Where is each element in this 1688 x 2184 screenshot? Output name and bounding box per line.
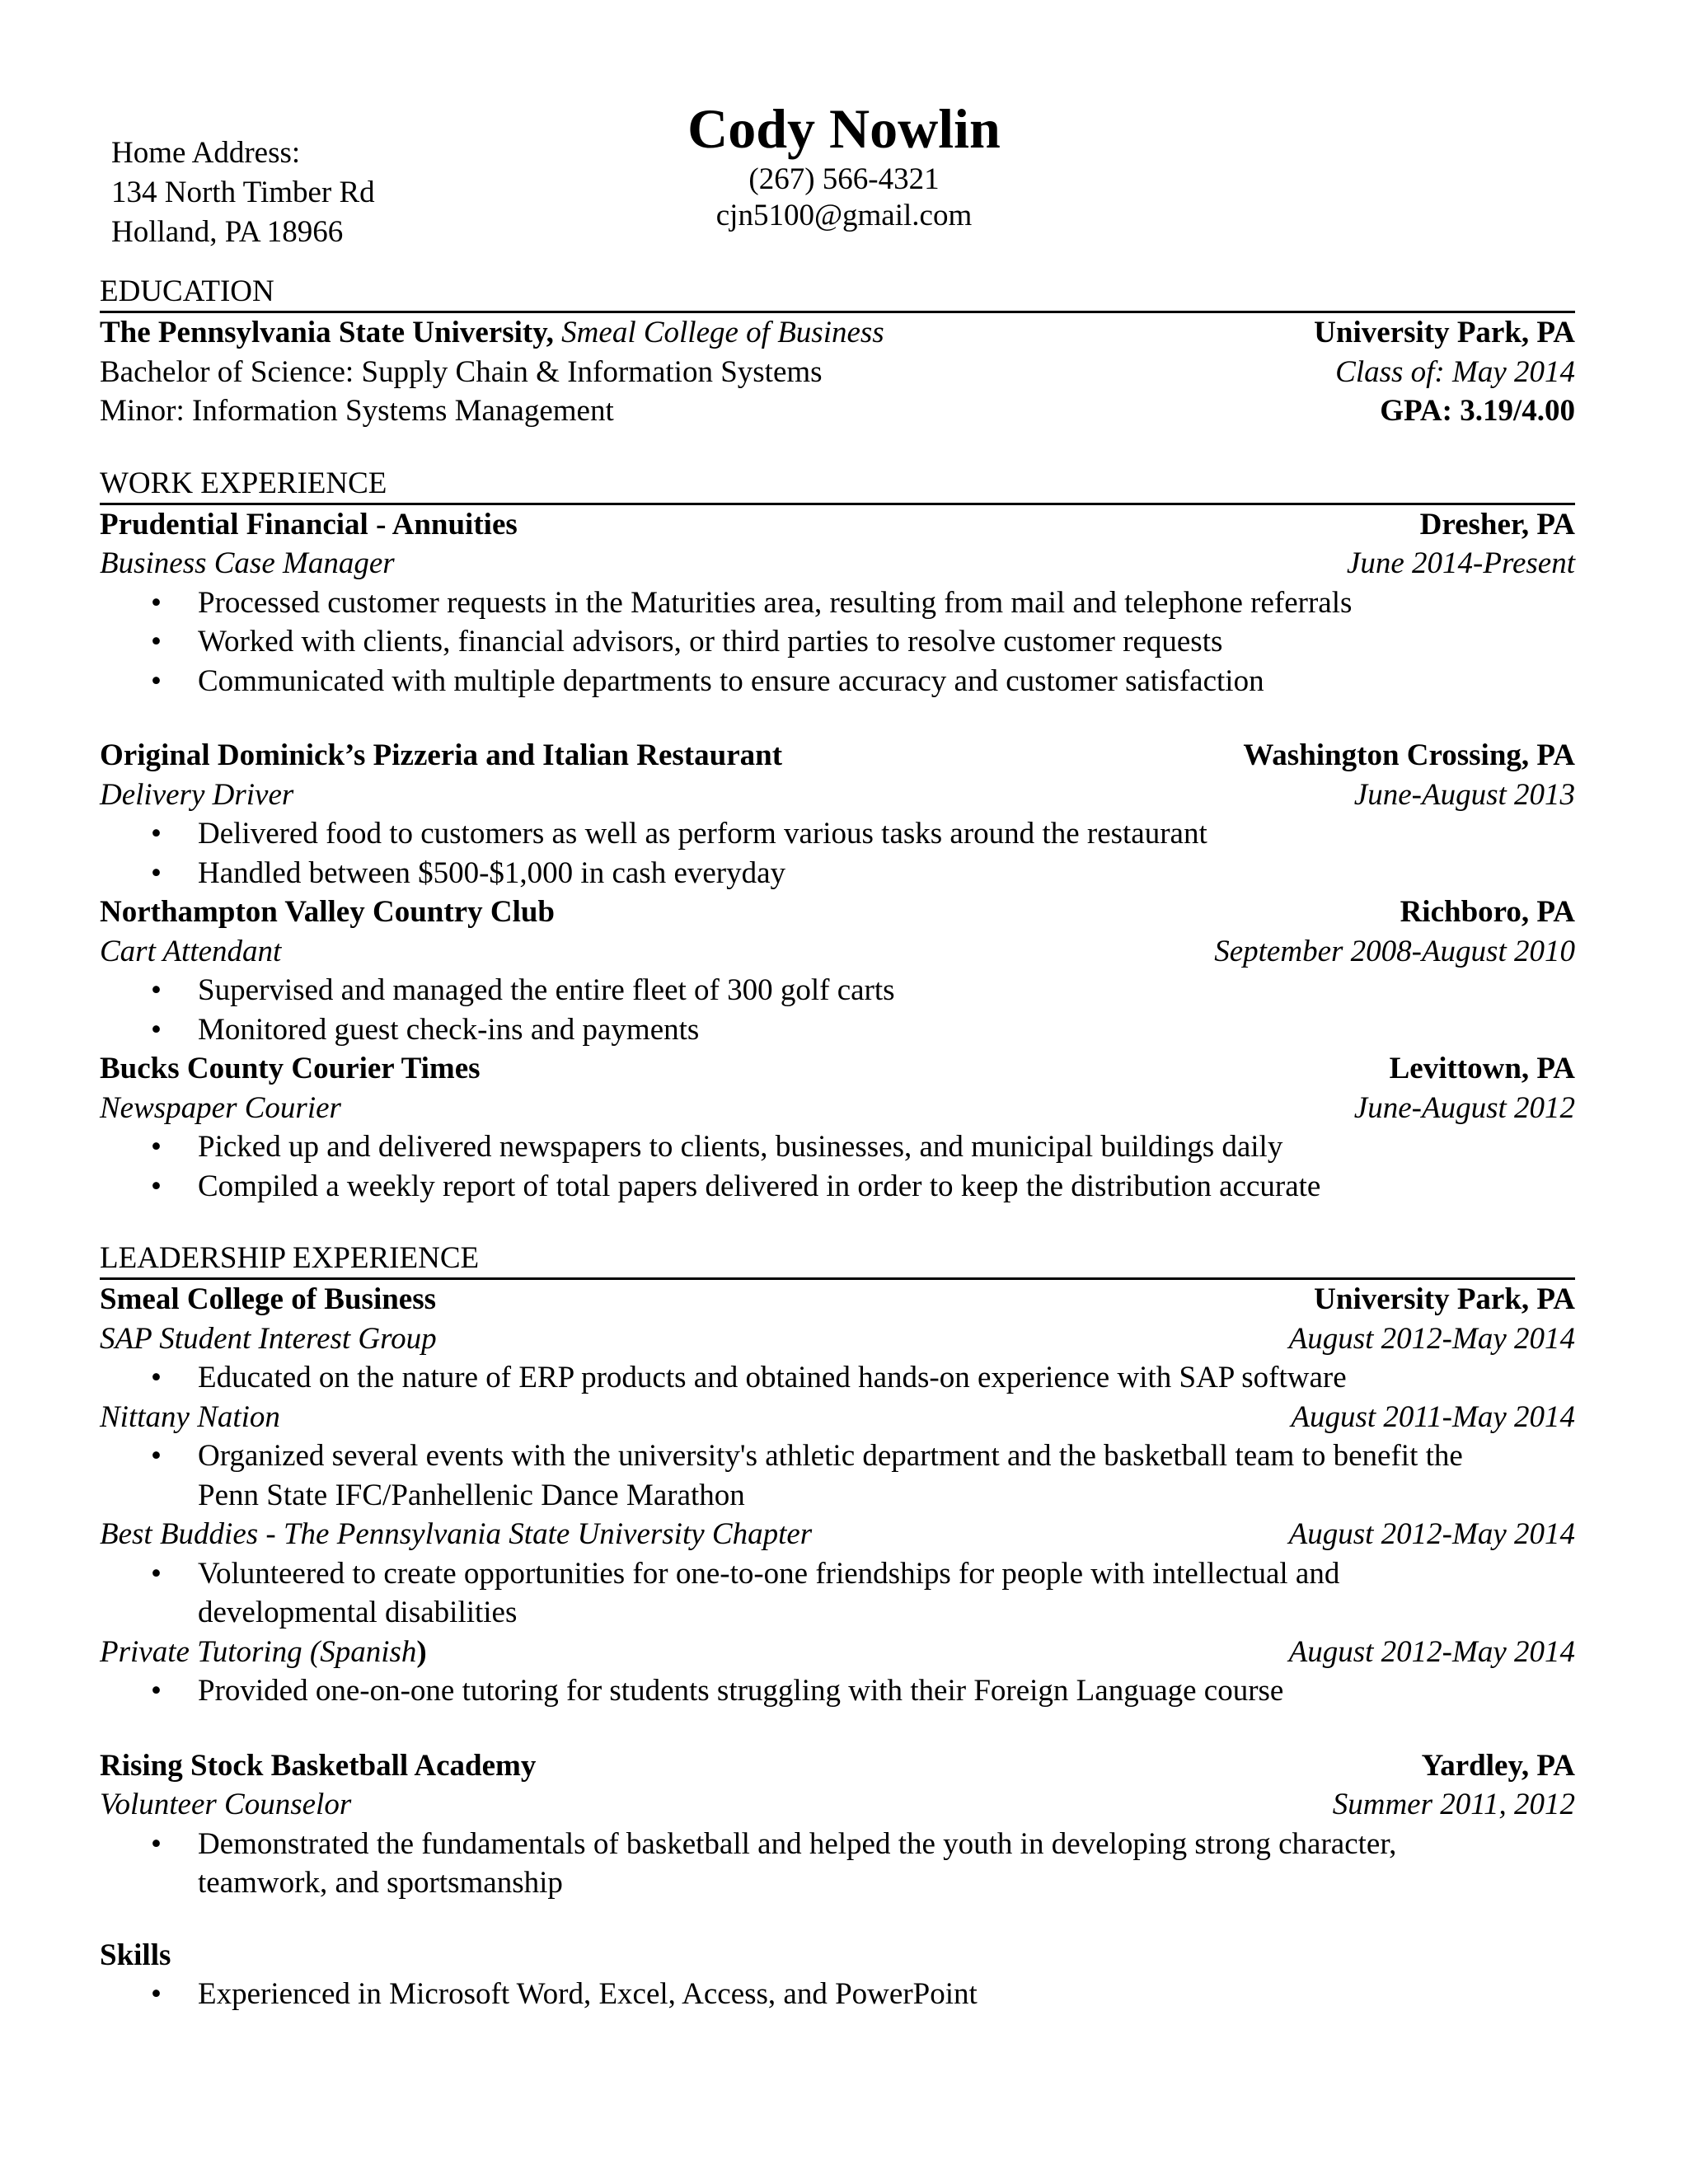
phone-number: (267) 566-4321	[748, 162, 940, 196]
bullet-icon: •	[151, 973, 162, 1007]
bullet-icon: •	[151, 1556, 162, 1591]
bullet-item	[100, 1127, 1575, 1167]
bullet-item	[100, 622, 1575, 662]
leadership-role-entry	[100, 1633, 1575, 1711]
job-entry	[100, 893, 1575, 1049]
leadership-location: Yardley, PA	[1421, 1748, 1575, 1783]
leadership-role-entry	[100, 1319, 1575, 1398]
education-school-name	[100, 313, 884, 353]
job-location: Richboro, PA	[1400, 895, 1575, 929]
bullet-icon: •	[151, 1169, 162, 1203]
bullet-item	[100, 1554, 1575, 1633]
bullet-icon: •	[151, 1826, 162, 1861]
job-location: Levittown, PA	[1389, 1052, 1575, 1085]
home-address-city: Holland, PA 18966	[111, 215, 344, 249]
bullet-icon: •	[151, 625, 162, 658]
bullet-text: Experienced in Microsoft Word, Excel, Access, and PowerPoint	[198, 1977, 978, 2011]
leadership-organization: Rising Stock Basketball Academy	[100, 1748, 537, 1783]
job-organization: Bucks County Courier Times	[100, 1052, 481, 1085]
leadership-bullets	[100, 1671, 1575, 1711]
education-degree-row	[100, 353, 1575, 392]
job-bullets	[100, 971, 1575, 1049]
leadership-dates: August 2012-May 2014	[1288, 1321, 1575, 1356]
bullet-text: Organized several events with the university's athletic department and the basketball team to benefit the Penn State IFC/Panhellenic Dance Marathon	[198, 1439, 1463, 1512]
leadership-bullets	[100, 1358, 1575, 1398]
leadership-org-row	[100, 1746, 1575, 1786]
job-organization: Original Dominick’s Pizzeria and Italian Restaurant	[100, 738, 783, 772]
skills-bullets	[100, 1975, 1575, 2014]
job-header-row	[100, 736, 1575, 776]
degree: Bachelor of Science: Supply Chain & Information Systems	[100, 354, 823, 389]
resume-body	[100, 272, 1575, 2014]
bullet-text: Volunteered to create opportunities for one-to-one friendships for people with intellectual and developmental disabilities	[198, 1556, 1340, 1629]
bullet-text: Processed customer requests in the Maturities area, resulting from mail and telephone referrals	[198, 585, 1353, 620]
leadership-role-entry	[100, 1398, 1575, 1516]
leadership-experience-heading: LEADERSHIP EXPERIENCE	[100, 1239, 1575, 1280]
gpa: GPA: 3.19/4.00	[1380, 394, 1575, 428]
job-role-row	[100, 544, 1575, 583]
leadership-role-row	[100, 1633, 1575, 1672]
minor: Minor: Information Systems Management	[100, 394, 614, 428]
leadership-dates: August 2012-May 2014	[1288, 1634, 1575, 1669]
leadership-role-row	[100, 1319, 1575, 1359]
bullet-text: Supervised and managed the entire fleet of 300 golf carts	[198, 973, 895, 1007]
job-bullets	[100, 1127, 1575, 1206]
leadership-role	[100, 1633, 427, 1672]
bullet-item	[100, 854, 1575, 893]
leadership-dates: August 2012-May 2014	[1288, 1517, 1575, 1551]
bullet-icon: •	[151, 585, 162, 620]
bullet-item	[100, 1167, 1575, 1207]
leadership-bullets	[100, 1436, 1575, 1515]
job-entry	[100, 1049, 1575, 1206]
email-address: cjn5100@gmail.com	[715, 199, 973, 232]
job-role: Delivery Driver	[100, 777, 294, 812]
college-name: Smeal College of Business	[561, 316, 884, 349]
job-bullets	[100, 583, 1575, 701]
job-role: Cart Attendant	[100, 934, 282, 968]
job-dates: June-August 2013	[1353, 777, 1575, 812]
contact-info	[0, 162, 1688, 234]
leadership-role-row	[100, 1398, 1575, 1437]
bullet-text: Communicated with multiple departments to ensure accuracy and customer satisfaction	[198, 663, 1264, 698]
job-organization: Prudential Financial - Annuities	[100, 507, 518, 541]
leadership-bullets	[100, 1825, 1575, 1903]
bullet-icon: •	[151, 1130, 162, 1164]
leadership-role-text: Private Tutoring (Spanish	[100, 1634, 417, 1669]
bullet-text: Handled between $500-$1,000 in cash everyday	[198, 855, 786, 890]
leadership-role: Nittany Nation	[100, 1399, 280, 1434]
job-role: Newspaper Courier	[100, 1090, 341, 1125]
leadership-org-entry	[100, 1746, 1575, 1903]
bullet-item	[100, 971, 1575, 1010]
leadership-role: Volunteer Counselor	[100, 1788, 352, 1821]
job-role-row	[100, 776, 1575, 815]
education-school-row	[100, 313, 1575, 353]
bullet-text: Worked with clients, financial advisors, or third parties to resolve customer requests	[198, 625, 1223, 658]
bullet-icon: •	[151, 1012, 162, 1047]
job-header-row	[100, 505, 1575, 545]
leadership-organization: Smeal College of Business	[100, 1282, 437, 1316]
spacer	[100, 1711, 1575, 1746]
bullet-text: Delivered food to customers as well as perform various tasks around the restaurant	[198, 817, 1207, 851]
bullet-item	[100, 814, 1575, 854]
leadership-role: SAP Student Interest Group	[100, 1321, 437, 1356]
job-entry	[100, 505, 1575, 701]
bullet-icon: •	[151, 1977, 162, 2011]
job-role-row	[100, 932, 1575, 972]
leadership-org-row	[100, 1280, 1575, 1319]
bullet-item	[100, 1975, 1575, 2014]
bullet-item	[100, 583, 1575, 623]
school-location: University Park, PA	[1314, 316, 1575, 349]
education-heading: EDUCATION	[100, 272, 1575, 313]
spacer	[100, 701, 1575, 736]
bullet-item	[100, 1358, 1575, 1398]
job-dates: June-August 2012	[1353, 1090, 1575, 1125]
bullet-text: Demonstrated the fundamentals of basketball and helped the youth in developing strong character, teamwork, and sportsmanship	[198, 1826, 1397, 1900]
bullet-item	[100, 1671, 1575, 1711]
leadership-role-suffix: )	[416, 1634, 427, 1669]
bullet-icon: •	[151, 817, 162, 851]
job-entry	[100, 736, 1575, 893]
bullet-text: Educated on the nature of ERP products and obtained hands-on experience with SAP software	[198, 1361, 1347, 1394]
bullet-text: Provided one-on-one tutoring for students struggling with their Foreign Language course	[198, 1674, 1284, 1708]
job-location: Washington Crossing, PA	[1243, 738, 1575, 772]
home-address-label: Home Address:	[111, 136, 301, 170]
leadership-bullets	[100, 1554, 1575, 1633]
bullet-icon: •	[151, 663, 162, 698]
bullet-text: Monitored guest check-ins and payments	[198, 1012, 700, 1047]
work-experience-heading: WORK EXPERIENCE	[100, 464, 1575, 505]
bullet-text: Compiled a weekly report of total papers delivered in order to keep the distribution accurate	[198, 1169, 1321, 1203]
bullet-icon: •	[151, 1361, 162, 1394]
home-address-street: 134 North Timber Rd	[111, 176, 375, 209]
bullet-item	[100, 662, 1575, 701]
school-name: The Pennsylvania State University,	[100, 316, 554, 349]
leadership-dates: August 2011-May 2014	[1291, 1399, 1575, 1434]
job-dates: September 2008-August 2010	[1214, 934, 1575, 968]
job-dates: June 2014-Present	[1346, 546, 1575, 580]
bullet-item	[100, 1825, 1575, 1903]
job-role: Business Case Manager	[100, 546, 395, 580]
job-header-row	[100, 893, 1575, 932]
candidate-name: Cody Nowlin	[687, 97, 1001, 160]
bullet-icon: •	[151, 1439, 162, 1473]
job-location: Dresher, PA	[1419, 507, 1575, 541]
job-header-row	[100, 1049, 1575, 1089]
leadership-role-row	[100, 1515, 1575, 1554]
leadership-role-entry	[100, 1515, 1575, 1633]
bullet-icon: •	[151, 855, 162, 890]
leadership-dates: Summer 2011, 2012	[1332, 1788, 1575, 1821]
skills-heading: Skills	[100, 1938, 171, 1972]
job-bullets	[100, 814, 1575, 893]
leadership-role: Best Buddies - The Pennsylvania State University Chapter	[100, 1517, 813, 1551]
bullet-icon: •	[151, 1674, 162, 1708]
job-role-row	[100, 1089, 1575, 1128]
bullet-item	[100, 1436, 1575, 1515]
leadership-location: University Park, PA	[1314, 1282, 1575, 1316]
bullet-text: Picked up and delivered newspapers to clients, businesses, and municipal buildings daily	[198, 1130, 1283, 1164]
graduation-class: Class of: May 2014	[1335, 354, 1575, 389]
bullet-item	[100, 1010, 1575, 1050]
leadership-role-row	[100, 1785, 1575, 1825]
education-minor-row	[100, 391, 1575, 431]
job-organization: Northampton Valley Country Club	[100, 895, 556, 929]
